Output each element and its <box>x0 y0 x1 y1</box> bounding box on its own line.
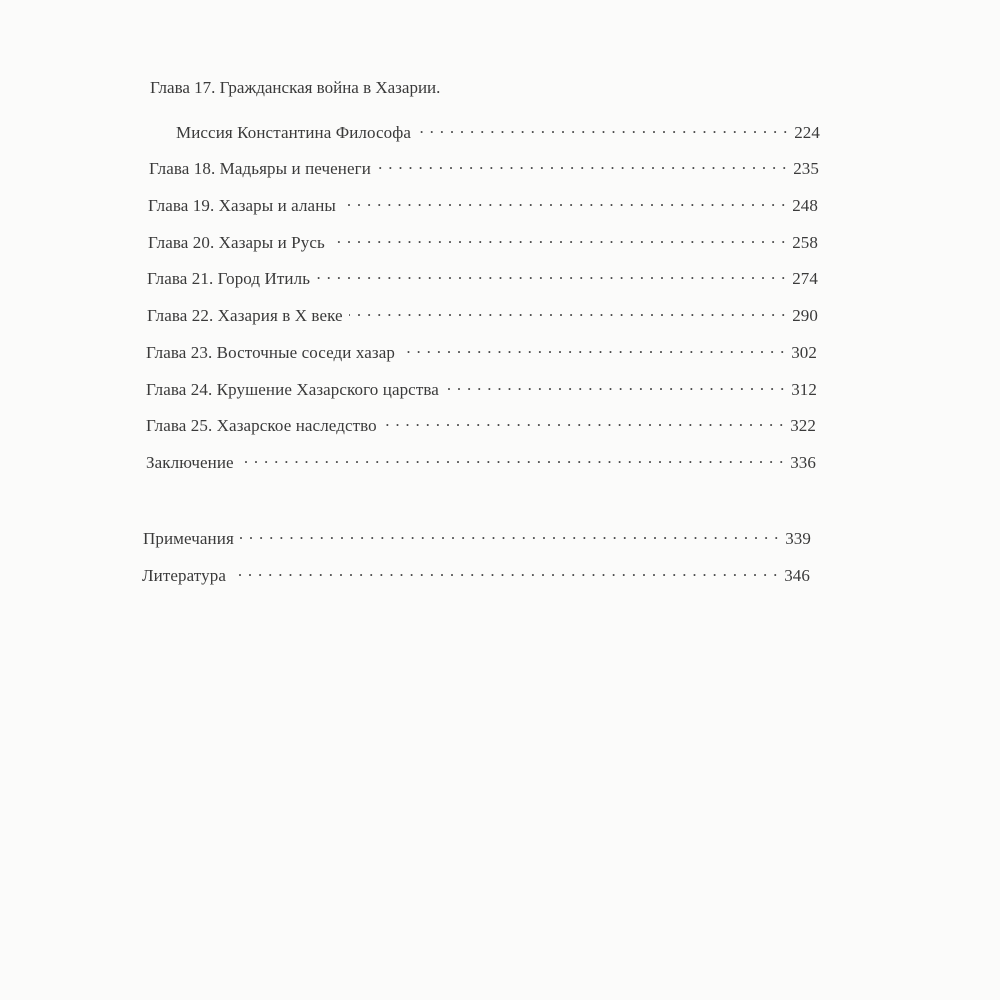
toc-entry-ch24 <box>146 375 817 400</box>
toc-entry-page: 312 <box>791 380 817 399</box>
toc-entry-ch17-line1: Глава 17. Гражданская война в Хазарии. <box>150 78 441 97</box>
toc-entry-label: Примечания <box>143 529 234 548</box>
dot-leader <box>240 448 784 468</box>
toc-entry-ch20 <box>148 228 818 253</box>
toc-entry-page: 235 <box>793 159 819 178</box>
toc-entry-page: 224 <box>794 123 820 142</box>
toc-entry-page: 322 <box>790 416 816 435</box>
dot-leader <box>383 411 784 431</box>
dot-leader <box>240 524 779 544</box>
toc-entry-label: Заключение <box>146 453 234 472</box>
toc-entry-page: 302 <box>791 343 817 362</box>
dot-leader <box>342 191 786 211</box>
toc-entry-ch19 <box>148 191 818 216</box>
toc-entry-page: 248 <box>792 196 818 215</box>
dot-leader <box>331 228 786 248</box>
toc-entry-label: Глава 23. Восточные соседи хазар <box>146 343 395 362</box>
toc-entry-label: Глава 20. Хазары и Русь <box>148 233 325 252</box>
dot-leader <box>401 338 785 358</box>
toc-entry-notes <box>143 524 811 549</box>
toc-entry-label: Глава 18. Мадьяры и печенеги <box>149 159 371 178</box>
toc-entry-label: Глава 21. Город Итиль <box>147 269 311 288</box>
toc-entry-ch25 <box>146 411 816 436</box>
toc-entry-conclusion <box>146 448 816 473</box>
toc-entry-ch21 <box>147 264 818 289</box>
toc-entry-ch17 <box>176 118 820 143</box>
toc-entry-page: 274 <box>792 269 818 288</box>
dot-leader <box>349 301 787 321</box>
toc-entry-label: Миссия Константина Философа <box>176 123 412 142</box>
toc-entry-page: 346 <box>784 566 810 585</box>
dot-leader <box>377 154 787 174</box>
dot-leader <box>232 561 778 581</box>
dot-leader <box>417 118 788 138</box>
toc-entry-page: 336 <box>790 453 816 472</box>
toc-entry-page: 339 <box>785 529 811 548</box>
toc-entry-ch22 <box>147 301 818 326</box>
toc-entry-literature <box>142 561 810 586</box>
toc-entry-ch18 <box>149 154 819 179</box>
toc-entry-page: 290 <box>792 306 818 325</box>
toc-entry-label: Глава 25. Хазарское наследство <box>146 416 377 435</box>
dot-leader <box>445 375 785 395</box>
toc-entry-label: Глава 24. Крушение Хазарского царства <box>146 380 439 399</box>
toc-entry-ch23 <box>146 338 817 363</box>
toc-entry-label: Литература <box>142 566 226 585</box>
toc-entry-page: 258 <box>792 233 818 252</box>
dot-leader <box>316 264 786 284</box>
toc-entry-label: Глава 19. Хазары и аланы <box>148 196 336 215</box>
toc-entry-label: Глава 22. Хазария в X веке <box>147 306 343 325</box>
